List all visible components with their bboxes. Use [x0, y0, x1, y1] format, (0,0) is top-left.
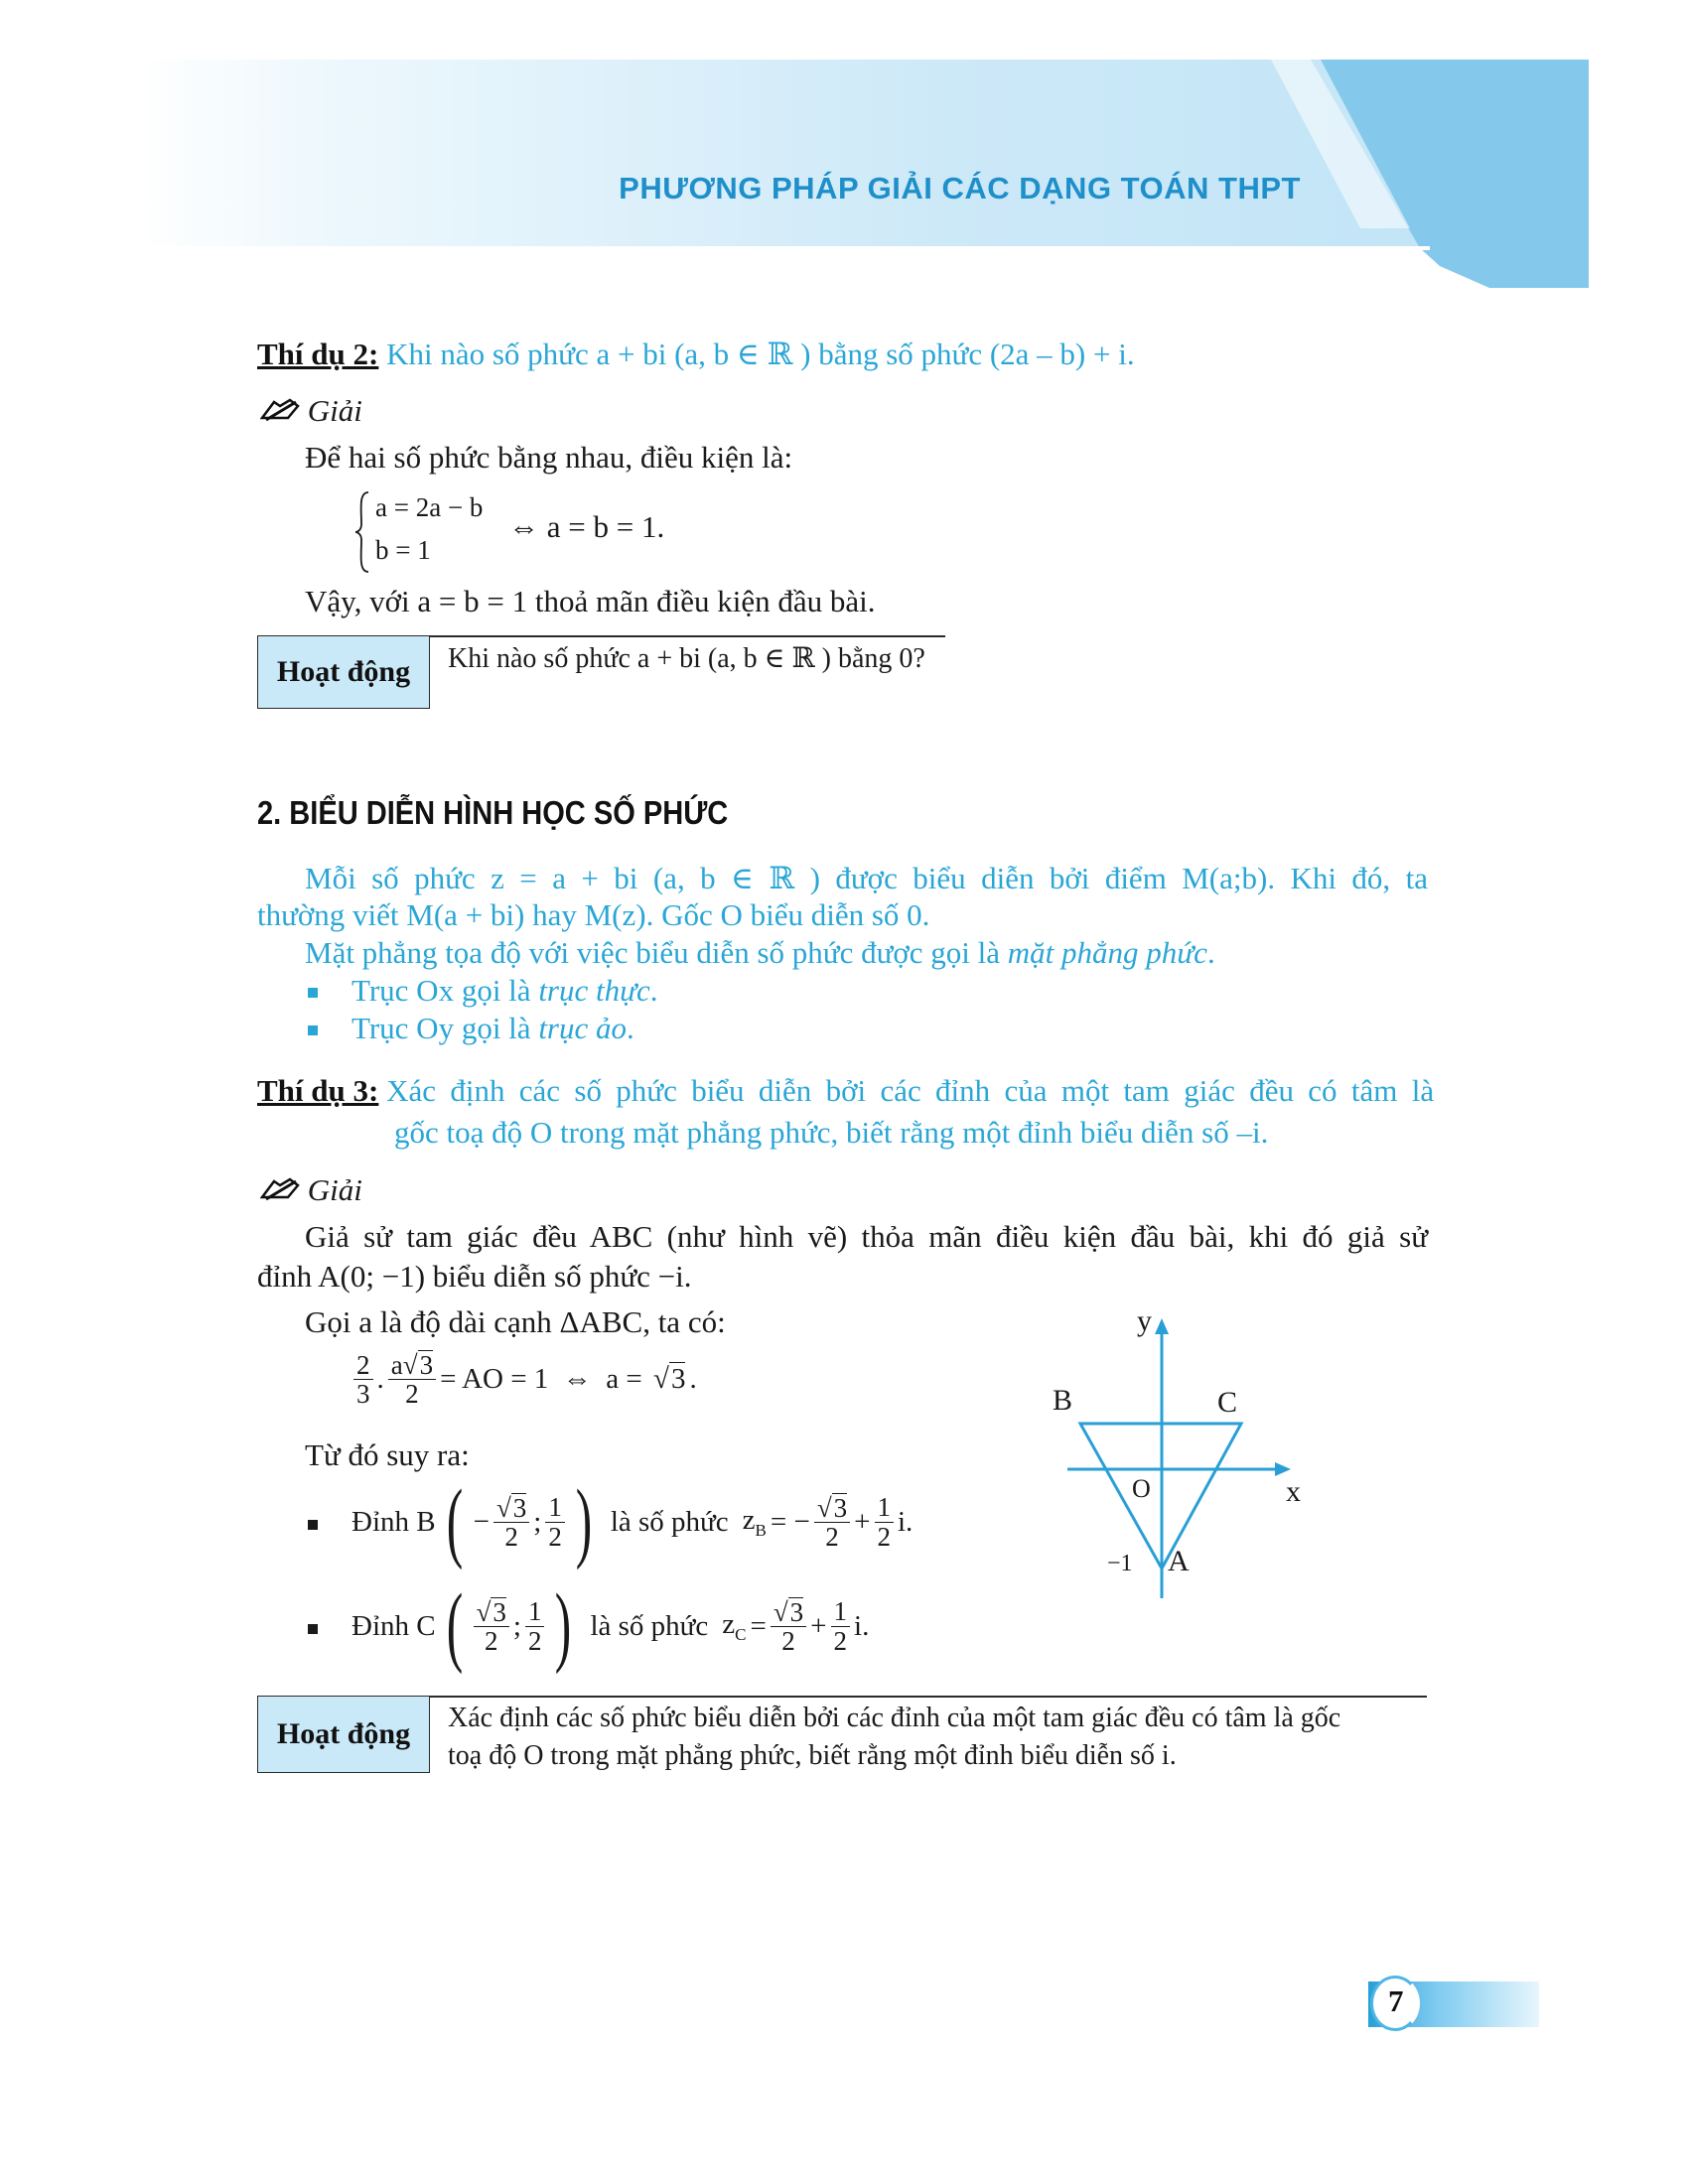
section2-bullet2: Trục Oy gọi là trục ảo.	[352, 1011, 634, 1045]
fraction-1-over-2	[831, 1597, 851, 1655]
y-axis-arrow-icon	[1155, 1318, 1169, 1334]
brace-icon	[353, 490, 371, 574]
pencil-hand-icon	[260, 395, 300, 434]
zB-sub: B	[755, 1520, 767, 1540]
example2-solution-label: Giải	[307, 393, 362, 428]
frac-num-a: a	[390, 1350, 403, 1380]
vertex-B-line: Đỉnh B ( − $\frac{√3}{2}$ ; $\frac{1}{2}$ ) là số phức $z_B$ = − $\frac{√3}{2}$ + $\frac{1}{2}$ i.	[352, 1472, 914, 1570]
frac-num: 1	[831, 1597, 851, 1626]
paren-open: (	[446, 1472, 463, 1570]
frac-den: 2	[405, 1379, 419, 1410]
example2-system-result: ⇔ a = b = 1.	[508, 509, 665, 544]
paren-close: )	[555, 1576, 572, 1675]
activity1-top-rule	[429, 635, 945, 637]
frac-den: 2	[781, 1626, 795, 1656]
label-B: B	[1053, 1384, 1073, 1417]
example2-system	[353, 486, 483, 572]
paren-open: (	[446, 1576, 463, 1675]
imag-unit: i.	[898, 1505, 914, 1538]
example3-deduce: Từ đó suy ra:	[305, 1437, 470, 1472]
zB-letter: z	[742, 1503, 756, 1536]
section2-p2-term: mặt phẳng phức	[1007, 935, 1207, 970]
page-number: 7	[1388, 1983, 1404, 2018]
pencil-hand-icon	[260, 1174, 300, 1213]
frac-num-root: 3	[419, 1350, 434, 1380]
frac-den: 2	[504, 1522, 518, 1552]
equation-rest: = AO = 1 ⇔ a =	[440, 1362, 650, 1395]
activity1-text: Khi nào số phức a + bi (a, b ∈ ℝ ) bằng 0?	[448, 643, 925, 674]
example3-sol-line3: Gọi a là độ dài cạnh ΔABC, ta có:	[305, 1304, 726, 1339]
fraction-root3-over-2: $\frac{√3}{2}$	[814, 1493, 850, 1552]
frac-num-root: 3	[512, 1492, 527, 1523]
activity1-label: Hoạt động	[257, 635, 430, 709]
frac-den: 2	[825, 1522, 839, 1552]
example2-solution-heading	[260, 392, 362, 433]
x-axis-arrow-icon	[1275, 1462, 1291, 1476]
section2-p2: Mặt phẳng tọa độ với việc biểu diễn số phức được gọi là mặt phẳng phức.	[305, 935, 1215, 970]
triangle-figure	[1033, 1300, 1331, 1618]
system-eq1: a = 2a − b	[375, 492, 484, 522]
fraction-root3-over-2: $\frac{√3}{2}$	[493, 1493, 529, 1552]
bullet-icon	[308, 988, 318, 998]
example2-line1: Để hai số phức bằng nhau, điều kiện là:	[305, 440, 793, 475]
example3-sol-line1: Giả sử tam giác đều ABC (như hình vẽ) thỏa mãn điều kiện đầu bài, khi đó giả sử	[305, 1219, 1428, 1254]
frac-den: 3	[356, 1378, 370, 1409]
zC-sub: C	[735, 1624, 747, 1644]
bullet2-prefix: Trục Oy gọi là	[352, 1011, 539, 1045]
side-length-equation: $\frac{2}{3}$ . $\frac{a√3}{2}$ = AO = 1 ⇔ a = √3 .	[353, 1350, 701, 1409]
equation-end: .	[689, 1362, 697, 1395]
label-minus1: −1	[1107, 1551, 1133, 1576]
fraction-a-root3-over-2: $\frac{a√3}{2}$	[388, 1350, 436, 1409]
fraction-1-over-2	[545, 1493, 565, 1551]
bullet-icon	[308, 1624, 318, 1634]
activity2-line1: Xác định các số phức biểu diễn bởi các đỉnh của một tam giác đều có tâm là gốc	[448, 1703, 1341, 1733]
example2-conclusion: Vậy, với a = b = 1 thoả mãn điều kiện đầu bài.	[305, 584, 876, 618]
vertex-C-mid: là số phức	[590, 1609, 709, 1642]
example3-solution-label: Giải	[307, 1172, 362, 1207]
bullet1-prefix: Trục Ox gọi là	[352, 973, 539, 1008]
imag-unit: i.	[854, 1609, 870, 1642]
activity2-line2: toạ độ O trong mặt phẳng phức, biết rằng một đỉnh biểu diễn số i.	[448, 1740, 1177, 1771]
frac-num-root: 3	[492, 1596, 506, 1627]
section2-bullet1: Trục Ox gọi là trục thực.	[352, 973, 658, 1008]
frac-num: 1	[545, 1493, 565, 1522]
frac-den: 2	[527, 1625, 542, 1656]
fraction-2-3	[353, 1351, 373, 1409]
frac-num: 1	[875, 1493, 895, 1522]
example2-text: Khi nào số phức a + bi (a, b ∈ ℝ ) bằng số phức (2a – b) + i.	[386, 337, 1135, 371]
frac-den: 2	[548, 1521, 562, 1552]
example3-label: Thí dụ 3:	[257, 1073, 379, 1108]
frac-den: 2	[833, 1625, 848, 1656]
frac-den: 2	[484, 1626, 498, 1656]
example3-line1: Xác định các số phức biểu diễn bởi các đỉnh của một tam giác đều có tâm là	[386, 1073, 1435, 1108]
bullet-icon	[308, 1025, 318, 1035]
frac-den: 2	[877, 1521, 891, 1552]
frac-num-root: 3	[833, 1492, 848, 1523]
fraction-root3-over-2: $\frac{√3}{2}$	[474, 1597, 509, 1656]
label-O: O	[1132, 1474, 1151, 1503]
vertex-B-mid: là số phức	[610, 1505, 729, 1538]
zC-letter: z	[722, 1607, 736, 1640]
label-A: A	[1168, 1545, 1190, 1577]
fraction-1-over-2	[525, 1597, 545, 1655]
example3-line2: gốc toạ độ O trong mặt phẳng phức, biết rằng một đỉnh biểu diễn số –i.	[394, 1115, 1269, 1150]
activity2-top-rule	[429, 1696, 1427, 1698]
example3-sol-line2: đỉnh A(0; −1) biểu diễn số phức −i.	[257, 1259, 692, 1294]
section2-p1-line1: Mỗi số phức z = a + bi (a, b ∈ ℝ ) được biểu diễn bởi điểm M(a;b). Khi đó, ta	[305, 861, 1428, 895]
label-x: x	[1286, 1475, 1301, 1508]
vertex-C-line: Đỉnh C ( $\frac{√3}{2}$ ; $\frac{1}{2}$ ) là số phức $z_C$ = $\frac{√3}{2}$ + $\frac{1}{2}$ i.	[352, 1576, 870, 1675]
example3-statement-line1	[257, 1072, 1435, 1111]
frac-num: 2	[353, 1351, 373, 1380]
example2-statement	[257, 336, 1135, 374]
section2-p2-prefix: Mặt phẳng tọa độ với việc biểu diễn số phức được gọi là	[305, 935, 1008, 970]
vertex-C-label: Đỉnh C	[352, 1609, 436, 1642]
fraction-1-over-2	[875, 1493, 895, 1551]
equation-root: 3	[670, 1363, 686, 1396]
section2-p1-line2: thường viết M(a + bi) hay M(z). Gốc O biểu diễn số 0.	[257, 897, 930, 932]
fraction-root3-over-2: $\frac{√3}{2}$	[771, 1597, 806, 1656]
bullet1-term: trục thực	[538, 973, 650, 1008]
system-eq2: b = 1	[375, 535, 431, 566]
header-title: PHƯƠNG PHÁP GIẢI CÁC DẠNG TOÁN THPT	[619, 171, 1301, 205]
example2-label: Thí dụ 2:	[257, 337, 379, 371]
bullet2-term: trục ảo	[538, 1011, 627, 1045]
vertex-B-label: Đỉnh B	[352, 1505, 436, 1538]
example3-solution-heading	[260, 1171, 362, 1212]
header-banner	[0, 0, 1688, 298]
activity2-label: Hoạt động	[257, 1696, 430, 1773]
section2-heading: 2. BIỂU DIỄN HÌNH HỌC SỐ PHỨC	[257, 794, 729, 831]
frac-num: 1	[525, 1597, 545, 1626]
bullet-icon	[308, 1520, 318, 1530]
label-C: C	[1217, 1386, 1238, 1419]
frac-num-root: 3	[789, 1596, 804, 1627]
label-y: y	[1137, 1304, 1152, 1337]
paren-close: )	[575, 1472, 593, 1570]
